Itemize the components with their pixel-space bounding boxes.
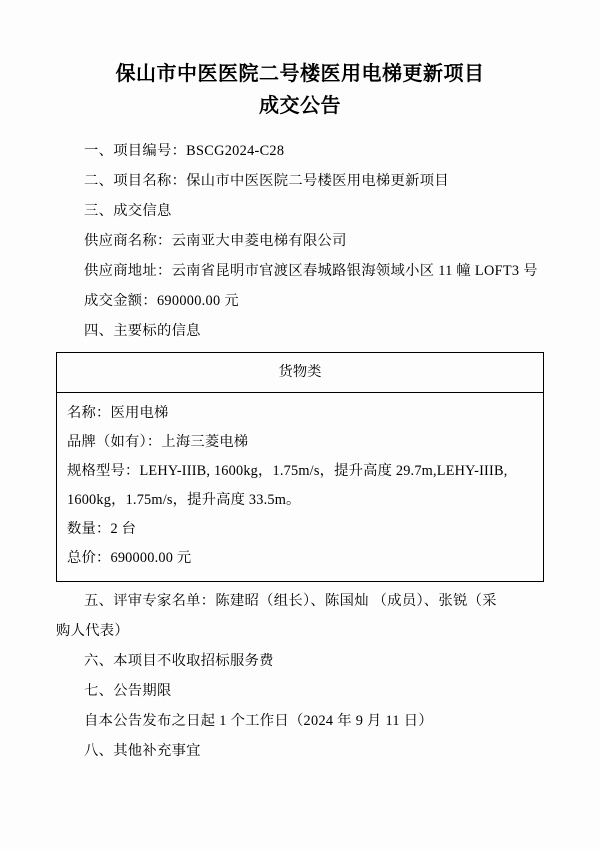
item-spec-line1: 规格型号：LEHY-IIIB, 1600kg，1.75m/s，提升高度 29.7m,LEHY-IIIB, xyxy=(67,463,508,479)
item-total-price: 总价：690000.00 元 xyxy=(67,550,192,566)
document-title-line2: 成交公告 xyxy=(259,95,341,117)
main-items-table xyxy=(56,352,544,582)
section-no-service-fee: 六、本项目不收取招标服务费 xyxy=(84,653,274,669)
item-spec-line2: 1600kg，1.75m/s，提升高度 33.5m。 xyxy=(67,492,301,508)
section-project-number: 一、项目编号：BSCG2024-C28 xyxy=(84,143,285,159)
document-title-line1: 保山市中医医院二号楼医用电梯更新项目 xyxy=(115,63,485,85)
table-header-goods-category: 货物类 xyxy=(57,353,544,393)
section-other-matters: 八、其他补充事宜 xyxy=(84,743,201,759)
document-title xyxy=(56,58,544,122)
section-announcement-period-heading: 七、公告期限 xyxy=(84,683,172,699)
item-name: 名称：医用电梯 xyxy=(67,405,169,421)
item-quantity: 数量：2 台 xyxy=(67,521,137,537)
section-main-items-heading: 四、主要标的信息 xyxy=(84,323,201,339)
section-experts-line2: 购人代表） xyxy=(56,623,129,639)
section-project-name: 二、项目名称：保山市中医医院二号楼医用电梯更新项目 xyxy=(84,173,449,189)
item-brand: 品牌（如有）：上海三菱电梯 xyxy=(67,434,249,450)
table-header-row xyxy=(57,353,544,393)
section-award-info-heading: 三、成交信息 xyxy=(84,203,172,219)
section-experts-line1: 五、评审专家名单：陈建昭（组长）、陈国灿 （成员）、张锐（采 xyxy=(84,593,497,609)
supplier-name: 供应商名称：云南亚大申菱电梯有限公司 xyxy=(84,233,347,249)
table-body-row xyxy=(57,393,544,582)
supplier-address: 供应商地址：云南省昆明市官渡区春城路银海领域小区 11 幢 LOFT3 号 xyxy=(84,263,538,279)
table-body-cell xyxy=(57,393,544,582)
announcement-period-text: 自本公告发布之日起 1 个工作日（2024 年 9 月 11 日） xyxy=(84,713,433,729)
award-amount: 成交金额：690000.00 元 xyxy=(84,293,239,309)
